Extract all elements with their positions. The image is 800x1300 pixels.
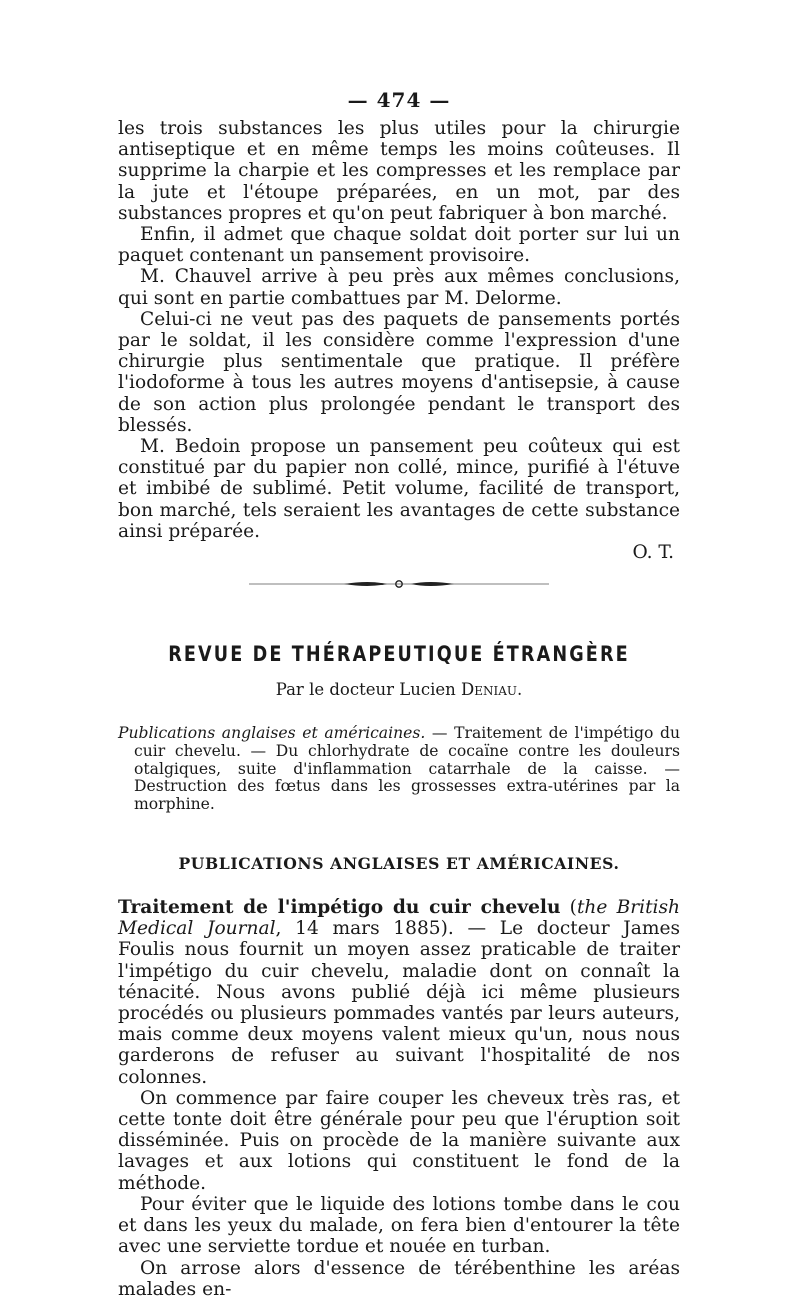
article-paragraph-3: On arrose alors d'essence de térébenthine les aréas malades en- — [118, 1257, 680, 1300]
intro-paragraph-2: Enfin, il admet que chaque soldat doit porter sur lui un paquet contenant un pansement provisoire. — [118, 224, 680, 267]
author-initials: O. T. — [632, 542, 674, 564]
article-source-date: , 14 mars 1885). — [275, 918, 454, 940]
summary-contents: — Traitement de l'impétigo du cuir chevelu. — Du chlorhydrate de cocaïne contre les douleurs otalgiques, suite d'inflammation catarrhale de la caisse. — Destruction des fœtus dans les grossesses extra-utérines par la morphine. — [134, 724, 680, 814]
article-source-journal: the British Medical Journal — [118, 897, 681, 940]
intro-paragraph-4: Celui-ci ne veut pas des paquets de pansements portés par le soldat, il les considère comme l'expression d'une chirurgie plus sentimentale que pratique. Il préfère l'iodoforme à tous les autres moyens d'antisepsie, à cause de son action plus prolongée pendant le transport des blessés. — [118, 308, 680, 436]
article-paragraph-2: Pour éviter que le liquide des lotions tombe dans le cou et dans les yeux du malade, on fera bien d'entourer la tête avec une serviette tordue et nouée en turban. — [118, 1193, 680, 1258]
byline-author-name: Deniau. — [460, 680, 523, 700]
article-title: Traitement de l'impétigo du cuir chevelu — [118, 897, 561, 919]
book-page — [118, 88, 680, 1300]
article-lead-text: — Le docteur James Foulis nous fournit un moyen assez praticable de traiter l'impétigo du cuir chevelu, maladie dont on connaît la ténacité. Nous avons publié déjà ici même plusieurs procédés ou plusieurs pommades vantés par leurs auteurs, mais comme deux moyens valent mieux qu'un, nous nous garderons de refuser au suivant l'hospitalité de nos colonnes. — [118, 918, 680, 1088]
section-summary — [118, 725, 680, 814]
byline — [118, 680, 680, 699]
intro-paragraph-5: M. Bedoin propose un pansement peu coûteux qui est constitué par du papier non collé, mince, purifié à l'étuve et imbibé de sublimé. Petit volume, facilité de transport, bon marché, tels seraient les avantages de cette substance ainsi préparée. — [118, 436, 680, 542]
byline-prefix: Par le docteur Lucien — [275, 680, 461, 700]
summary-text-block — [118, 725, 680, 814]
intro-paragraph-1: les trois substances les plus utiles pour la chirurgie antiseptique et en même temps les moins coûteuses. Il supprime la charpie et les compresses et les remplace par la jute et l'étoupe préparées, en un mot, par des substances propres et qu'on peut fabriquer à bon marché. — [118, 118, 680, 224]
section-title: REVUE DE THÉRAPEUTIQUE ÉTRANGÈRE — [168, 642, 630, 667]
intro-paragraph-3: M. Chauvel arrive à peu près aux mêmes conclusions, qui sont en partie combattues par M. Delorme. — [118, 266, 680, 309]
page-number: — 474 — — [347, 88, 451, 112]
article-source-open: ( — [560, 897, 577, 919]
article-lead-paragraph — [118, 897, 680, 1088]
subsection-title: PUBLICATIONS ANGLAISES ET AMÉRICAINES. — [178, 854, 620, 874]
summary-heading: Publications anglaises et américaines. — [118, 724, 426, 743]
section-divider-ornament — [249, 578, 549, 590]
article-paragraph-1: On commence par faire couper les cheveux très ras, et cette tonte doit être générale pour peu que l'éruption soit disséminée. Puis on procède de la manière suivante aux lavages et aux lotions qui constituent le fond de la méthode. — [118, 1087, 680, 1194]
